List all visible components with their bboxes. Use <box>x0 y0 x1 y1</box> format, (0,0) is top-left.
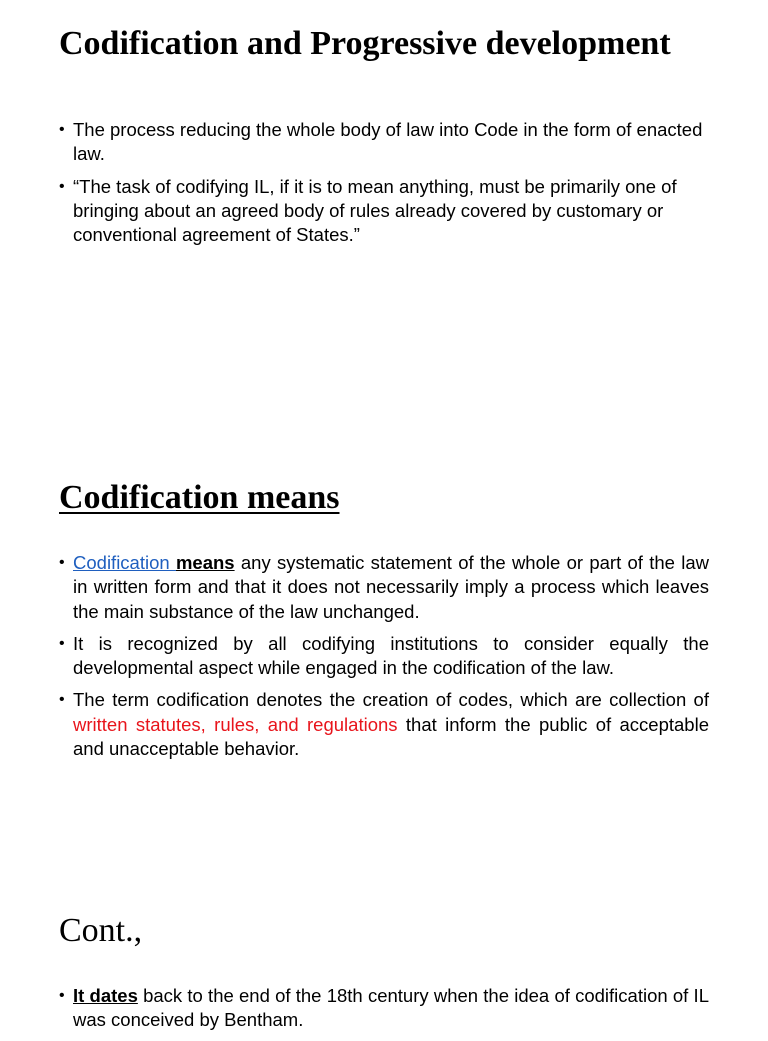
bullet-icon: • <box>59 177 65 195</box>
slide2-bullet-3-after: that inform the public of acceptable and unacceptable behavior. <box>73 713 709 760</box>
slide1-bullet-1-text: The process reducing the whole body of law into Code in the form of enacted law. <box>73 119 703 165</box>
list-item <box>59 551 709 624</box>
list-item <box>59 118 709 167</box>
bullet-icon: • <box>59 634 65 652</box>
slide1-bullet-2-text: “The task of codifying IL, if it is to mean anything, must be primarily one of bringing about an agreed body of rules already covered by customary or conventional agreement of States.” <box>73 175 677 246</box>
bullet-icon: • <box>59 121 65 138</box>
bullet-icon: • <box>59 691 65 709</box>
highlighted-phrase: written statutes, rules, and regulations <box>73 713 398 735</box>
slide1-title: Codification and Progressive development <box>59 25 671 62</box>
slide3-title: Cont., <box>59 912 143 949</box>
codification-term: Codification <box>73 552 176 573</box>
bullet-icon: • <box>59 554 65 571</box>
slide2-bullet-1-text: any systematic statement of the whole or part of the law in written form and that it does not necessarily imply a process which leaves the main substance of the law unchanged. <box>73 552 709 622</box>
bullet-icon: • <box>59 987 65 1004</box>
slide2-title: Codification means <box>59 479 340 516</box>
slide1-bullet-list <box>59 118 709 255</box>
slide2-bullet-3-before: The term codification denotes the creation of codes, which are collection of <box>73 689 709 711</box>
list-item <box>59 688 709 761</box>
list-item <box>59 984 709 1033</box>
slide2-bullet-2-text: It is recognized by all codifying institutions to consider equally the developmental aspect while engaged in the codification of the law. <box>73 632 709 679</box>
it-dates-term: It dates <box>73 985 138 1006</box>
list-item <box>59 632 709 681</box>
slide3-bullet-list <box>59 984 709 1041</box>
slide3-bullet-1-text: back to the end of the 18th century when the idea of codification of IL was conceived by Bentham. <box>73 985 709 1031</box>
means-term: means <box>175 552 235 573</box>
slide2-bullet-list <box>59 551 709 769</box>
list-item <box>59 175 709 248</box>
